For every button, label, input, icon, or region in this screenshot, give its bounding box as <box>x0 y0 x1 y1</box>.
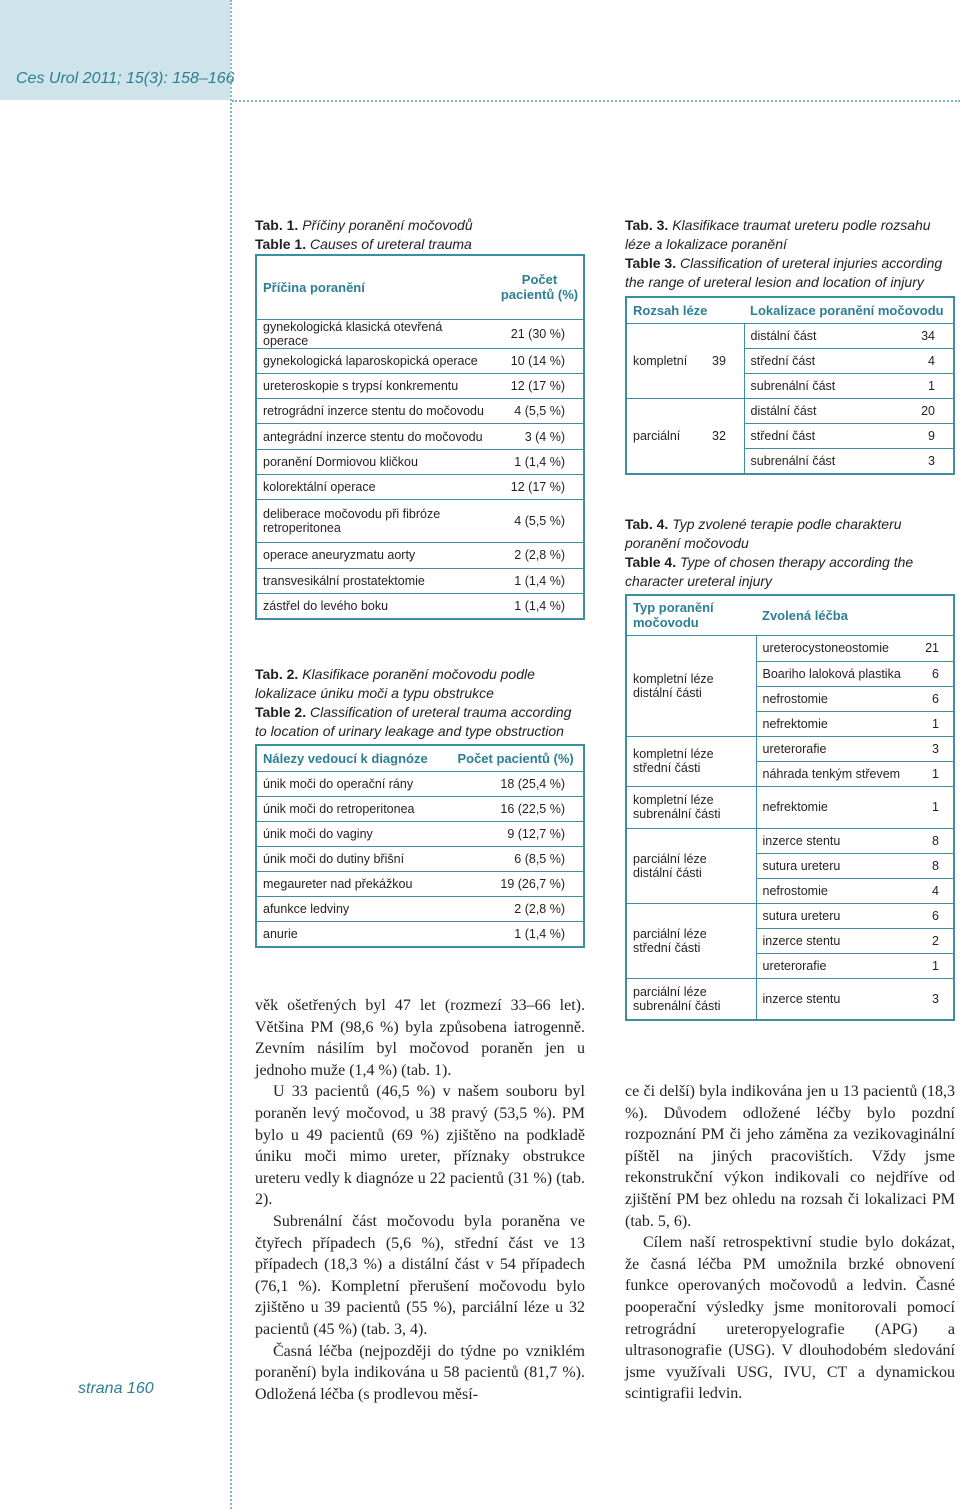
table3-location-cell: subrenální část <box>744 449 893 474</box>
sidebar-divider <box>230 0 232 1509</box>
table4-count-cell: 4 <box>916 878 954 903</box>
page-sidebar <box>0 0 235 1509</box>
table4-therapy-cell: sutura ureteru <box>756 903 916 928</box>
table1-cause-cell: poranění Dormiovou kličkou <box>256 449 494 474</box>
table2-finding-cell: megaureter nad překážkou <box>256 871 446 896</box>
table1-cause-cell: deliberace močovodu při fibróze retroperitonea <box>256 500 494 543</box>
table1-row <box>256 449 584 474</box>
table2-title-cz: Klasifikace poranění močovodu podle lokalizace úniku moči a typu obstrukce <box>255 666 535 701</box>
table4-title-en: Type of chosen therapy according the character ureteral injury <box>625 554 914 589</box>
table4-therapy-cell: ureterorafie <box>756 953 916 978</box>
table1-cause-cell: zástřel do levého boku <box>256 593 494 618</box>
paragraph: Subrenální část močovodu byla poraněna ve čtyřech případech (5,6 %), střední část ve 13 případech (18,3 %) a distální část v 54 případech (76,1 %). Kompletní přerušení močovodu bylo zjištěno u 39 pacientů (55 %), parciální léze u 32 pacientů (45 %) (tab. 3, 4). <box>255 1212 585 1338</box>
table2-count-cell: 16 (22,5 %) <box>446 796 584 821</box>
table4-header-therapy: Zvolená léčba <box>756 595 954 635</box>
table4-type-cell: kompletní léze střední části <box>626 736 756 786</box>
paragraph: Časná léčba (nejpozději do týdne po vzniklém poranění) byla indikována u 58 pacientů (81,7 %). Odložená léčba (s prodlevou měsí- <box>255 1342 585 1403</box>
table4-therapy-cell: nefrostomie <box>756 686 916 711</box>
table2-row <box>256 896 584 921</box>
table1-cause-cell: retrográdní inzerce stentu do močovodu <box>256 399 494 424</box>
table4-caption <box>625 515 955 591</box>
table3-title-cz: Klasifikace traumat ureteru podle rozsahu léze a lokalizace poranění <box>625 217 931 252</box>
table4-type-cell: parciální léze subrenální části <box>626 978 756 1020</box>
table4-row <box>626 635 954 661</box>
body-text-right <box>625 1081 955 1405</box>
table1-row <box>256 568 584 593</box>
table3-location-cell: distální část <box>744 399 893 424</box>
table2-title-en: Classification of ureteral trauma according to location of urinary leakage and type obstruction <box>255 704 572 739</box>
table3-location-cell: střední část <box>744 424 893 449</box>
table1-row <box>256 319 584 348</box>
table3-location-count-cell: 1 <box>893 373 954 398</box>
table2-label-cz: Tab. 2. <box>255 666 299 682</box>
paragraph: U 33 pacientů (46,5 %) v našem souboru byl poraněn levý močovod, u 38 pravý (53,5 %). PM bylo u 49 pacientů (69 %) zjištěno na podkladě úniku moči mimo ureter, příznaky obstrukce ureteru vedly k diagnóze u 22 pacientů (31 %) (tab. 2). <box>255 1083 585 1209</box>
table3-range-count-cell: 32 <box>706 399 744 475</box>
table1-count-cell: 1 (1,4 %) <box>494 568 584 593</box>
table2-count-cell: 9 (12,7 %) <box>446 821 584 846</box>
table1-header-cause: Příčina poranění <box>256 255 494 319</box>
table3-location-cell: distální část <box>744 323 893 348</box>
table3-location-cell: střední část <box>744 348 893 373</box>
table2-label-en: Table 2. <box>255 704 307 720</box>
table2-row <box>256 846 584 871</box>
table4-label-en: Table 4. <box>625 554 677 570</box>
journal-reference: Ces Urol 2011; 15(3): 158–166 <box>16 70 235 87</box>
table4-count-cell: 1 <box>916 953 954 978</box>
table2-finding-cell: afunkce ledviny <box>256 896 446 921</box>
body-text-left <box>255 995 585 1405</box>
table3-header-location: Lokalizace poranění močovodu <box>744 297 954 323</box>
header-divider <box>232 100 960 102</box>
table4-therapy-cell: inzerce stentu <box>756 928 916 953</box>
table4-count-cell: 3 <box>916 978 954 1020</box>
table3-location-count-cell: 34 <box>893 323 954 348</box>
table1-title-en: Causes of ureteral trauma <box>309 236 472 252</box>
table1-count-cell: 2 (2,8 %) <box>494 543 584 568</box>
table4-count-cell: 6 <box>916 686 954 711</box>
table2-row <box>256 796 584 821</box>
table2-header-findings: Nálezy vedoucí k diagnóze <box>256 745 446 771</box>
table2-finding-cell: únik moči do dutiny břišní <box>256 846 446 871</box>
table3 <box>625 296 955 475</box>
table4-therapy-cell: nefrostomie <box>756 878 916 903</box>
table1-row <box>256 593 584 618</box>
table2-header-count: Počet pacientů (%) <box>446 745 584 771</box>
table4-type-cell: kompletní léze distální části <box>626 635 756 736</box>
table4-type-cell: parciální léze střední části <box>626 903 756 978</box>
table4-row <box>626 978 954 1020</box>
table3-range-cell: kompletní <box>626 323 706 399</box>
table1-row <box>256 543 584 568</box>
table4-therapy-cell: ureterocystoneostomie <box>756 635 916 661</box>
table2-row <box>256 821 584 846</box>
table1-count-cell: 12 (17 %) <box>494 474 584 499</box>
table1-row <box>256 500 584 543</box>
table4-count-cell: 8 <box>916 828 954 853</box>
table3-location-count-cell: 3 <box>893 449 954 474</box>
table3-location-cell: subrenální část <box>744 373 893 398</box>
paragraph: ce či delší) byla indikována jen u 13 pacientů (18,3 %). Důvodem odložené léčby bylo pozdní rozpoznání PM či jeho záměna za vezikovaginální píštěl na jiných pracovištích. Vždy jsme rekonstrukční výkon indikovali co nejdříve od zjištění PM bez ohledu na rozsah či lokalizaci PM (tab. 5, 6). <box>625 1083 955 1230</box>
table2-finding-cell: únik moči do operační rány <box>256 771 446 796</box>
table2-caption <box>255 665 585 741</box>
table2-count-cell: 1 (1,4 %) <box>446 922 584 947</box>
table2-row <box>256 922 584 947</box>
table3-title-en: Classification of ureteral injuries according the range of ureteral lesion and location of injury <box>625 255 943 290</box>
paragraph: věk ošetřených byl 47 let (rozmezí 33–66 let). Většina PM (98,6 %) byla způsobena iatrogenně. Zevním násilím byl močovod poraněn jen u jednoho muže (1,4 %) (tab. 1). <box>255 997 585 1079</box>
table4-count-cell: 2 <box>916 928 954 953</box>
table4-therapy-cell: náhrada tenkým střevem <box>756 761 916 786</box>
table3-header-range: Rozsah léze <box>626 297 744 323</box>
table3-row <box>626 323 954 348</box>
table1-title-cz: Příčiny poranění močovodů <box>302 217 473 233</box>
table1-label-en: Table 1. <box>255 236 307 252</box>
table1-count-cell: 4 (5,5 %) <box>494 500 584 543</box>
table2-count-cell: 2 (2,8 %) <box>446 896 584 921</box>
table3-location-count-cell: 9 <box>893 424 954 449</box>
table3-location-count-cell: 4 <box>893 348 954 373</box>
table4-therapy-cell: sutura ureteru <box>756 853 916 878</box>
table2-count-cell: 6 (8,5 %) <box>446 846 584 871</box>
table3-row <box>626 399 954 424</box>
table1-cause-cell: antegrádní inzerce stentu do močovodu <box>256 424 494 449</box>
table4-count-cell: 6 <box>916 903 954 928</box>
table1-row <box>256 399 584 424</box>
table4-type-cell: kompletní léze subrenální části <box>626 786 756 828</box>
table4-count-cell: 3 <box>916 736 954 761</box>
table1-cause-cell: kolorektální operace <box>256 474 494 499</box>
table1-row <box>256 474 584 499</box>
table2-finding-cell: únik moči do vaginy <box>256 821 446 846</box>
table4-therapy-cell: Boariho laloková plastika <box>756 661 916 686</box>
table1-count-cell: 12 (17 %) <box>494 373 584 398</box>
table3-label-en: Table 3. <box>625 255 677 271</box>
table3-label-cz: Tab. 3. <box>625 217 669 233</box>
table4 <box>625 594 955 1021</box>
table1-count-cell: 21 (30 %) <box>494 319 584 348</box>
table4-title-cz: Typ zvolené terapie podle charakteru poranění močovodu <box>625 516 902 551</box>
table2-count-cell: 19 (26,7 %) <box>446 871 584 896</box>
table4-row <box>626 828 954 853</box>
table3-caption <box>625 216 955 292</box>
table1-count-cell: 4 (5,5 %) <box>494 399 584 424</box>
table2-row <box>256 871 584 896</box>
table1-count-cell: 1 (1,4 %) <box>494 449 584 474</box>
table3-location-count-cell: 20 <box>893 399 954 424</box>
table4-therapy-cell: nefrektomie <box>756 711 916 736</box>
table4-therapy-cell: nefrektomie <box>756 786 916 828</box>
table3-range-cell: parciální <box>626 399 706 475</box>
table1-cause-cell: gynekologická klasická otevřená operace <box>256 319 494 348</box>
table4-count-cell: 8 <box>916 853 954 878</box>
table2 <box>255 744 585 948</box>
table1-count-cell: 1 (1,4 %) <box>494 593 584 618</box>
table1-row <box>256 373 584 398</box>
table4-count-cell: 6 <box>916 661 954 686</box>
table1-cause-cell: transvesikální prostatektomie <box>256 568 494 593</box>
table4-count-cell: 1 <box>916 786 954 828</box>
table4-therapy-cell: ureterorafie <box>756 736 916 761</box>
table1 <box>255 254 585 620</box>
table4-therapy-cell: inzerce stentu <box>756 978 916 1020</box>
table3-range-count-cell: 39 <box>706 323 744 399</box>
table4-count-cell: 1 <box>916 761 954 786</box>
table4-therapy-cell: inzerce stentu <box>756 828 916 853</box>
table4-label-cz: Tab. 4. <box>625 516 669 532</box>
table1-caption <box>255 216 585 254</box>
table1-cause-cell: operace aneuryzmatu aorty <box>256 543 494 568</box>
table2-row <box>256 771 584 796</box>
table1-header-count: Počet pacientů (%) <box>494 255 584 319</box>
table2-finding-cell: anurie <box>256 922 446 947</box>
table1-cause-cell: ureteroskopie s trypsí konkrementu <box>256 373 494 398</box>
table2-count-cell: 18 (25,4 %) <box>446 771 584 796</box>
table1-label-cz: Tab. 1. <box>255 217 299 233</box>
table1-row <box>256 424 584 449</box>
table1-count-cell: 3 (4 %) <box>494 424 584 449</box>
table4-row <box>626 903 954 928</box>
table4-count-cell: 21 <box>916 635 954 661</box>
table4-header-type: Typ poranění močovodu <box>626 595 756 635</box>
table1-count-cell: 10 (14 %) <box>494 348 584 373</box>
table4-count-cell: 1 <box>916 711 954 736</box>
table4-type-cell: parciální léze distální části <box>626 828 756 903</box>
table4-row <box>626 736 954 761</box>
paragraph: Cílem naší retrospektivní studie bylo dokázat, že časná léčba PM umožnila brzké obnovení funkce operovaných močovodů a ledvin. Časné pooperační výsledky jsme monitorovali pomocí retrográdní ureteropyelografie (APG) a ultrasonografie (USG). V dlouhodobém sledování jsme využívali USG, IVU, CT a dynamickou scintigrafii ledvin. <box>625 1234 955 1403</box>
table1-cause-cell: gynekologická laparoskopická operace <box>256 348 494 373</box>
table4-row <box>626 786 954 828</box>
page-number: strana 160 <box>78 1380 154 1397</box>
table1-row <box>256 348 584 373</box>
table2-finding-cell: únik moči do retroperitonea <box>256 796 446 821</box>
